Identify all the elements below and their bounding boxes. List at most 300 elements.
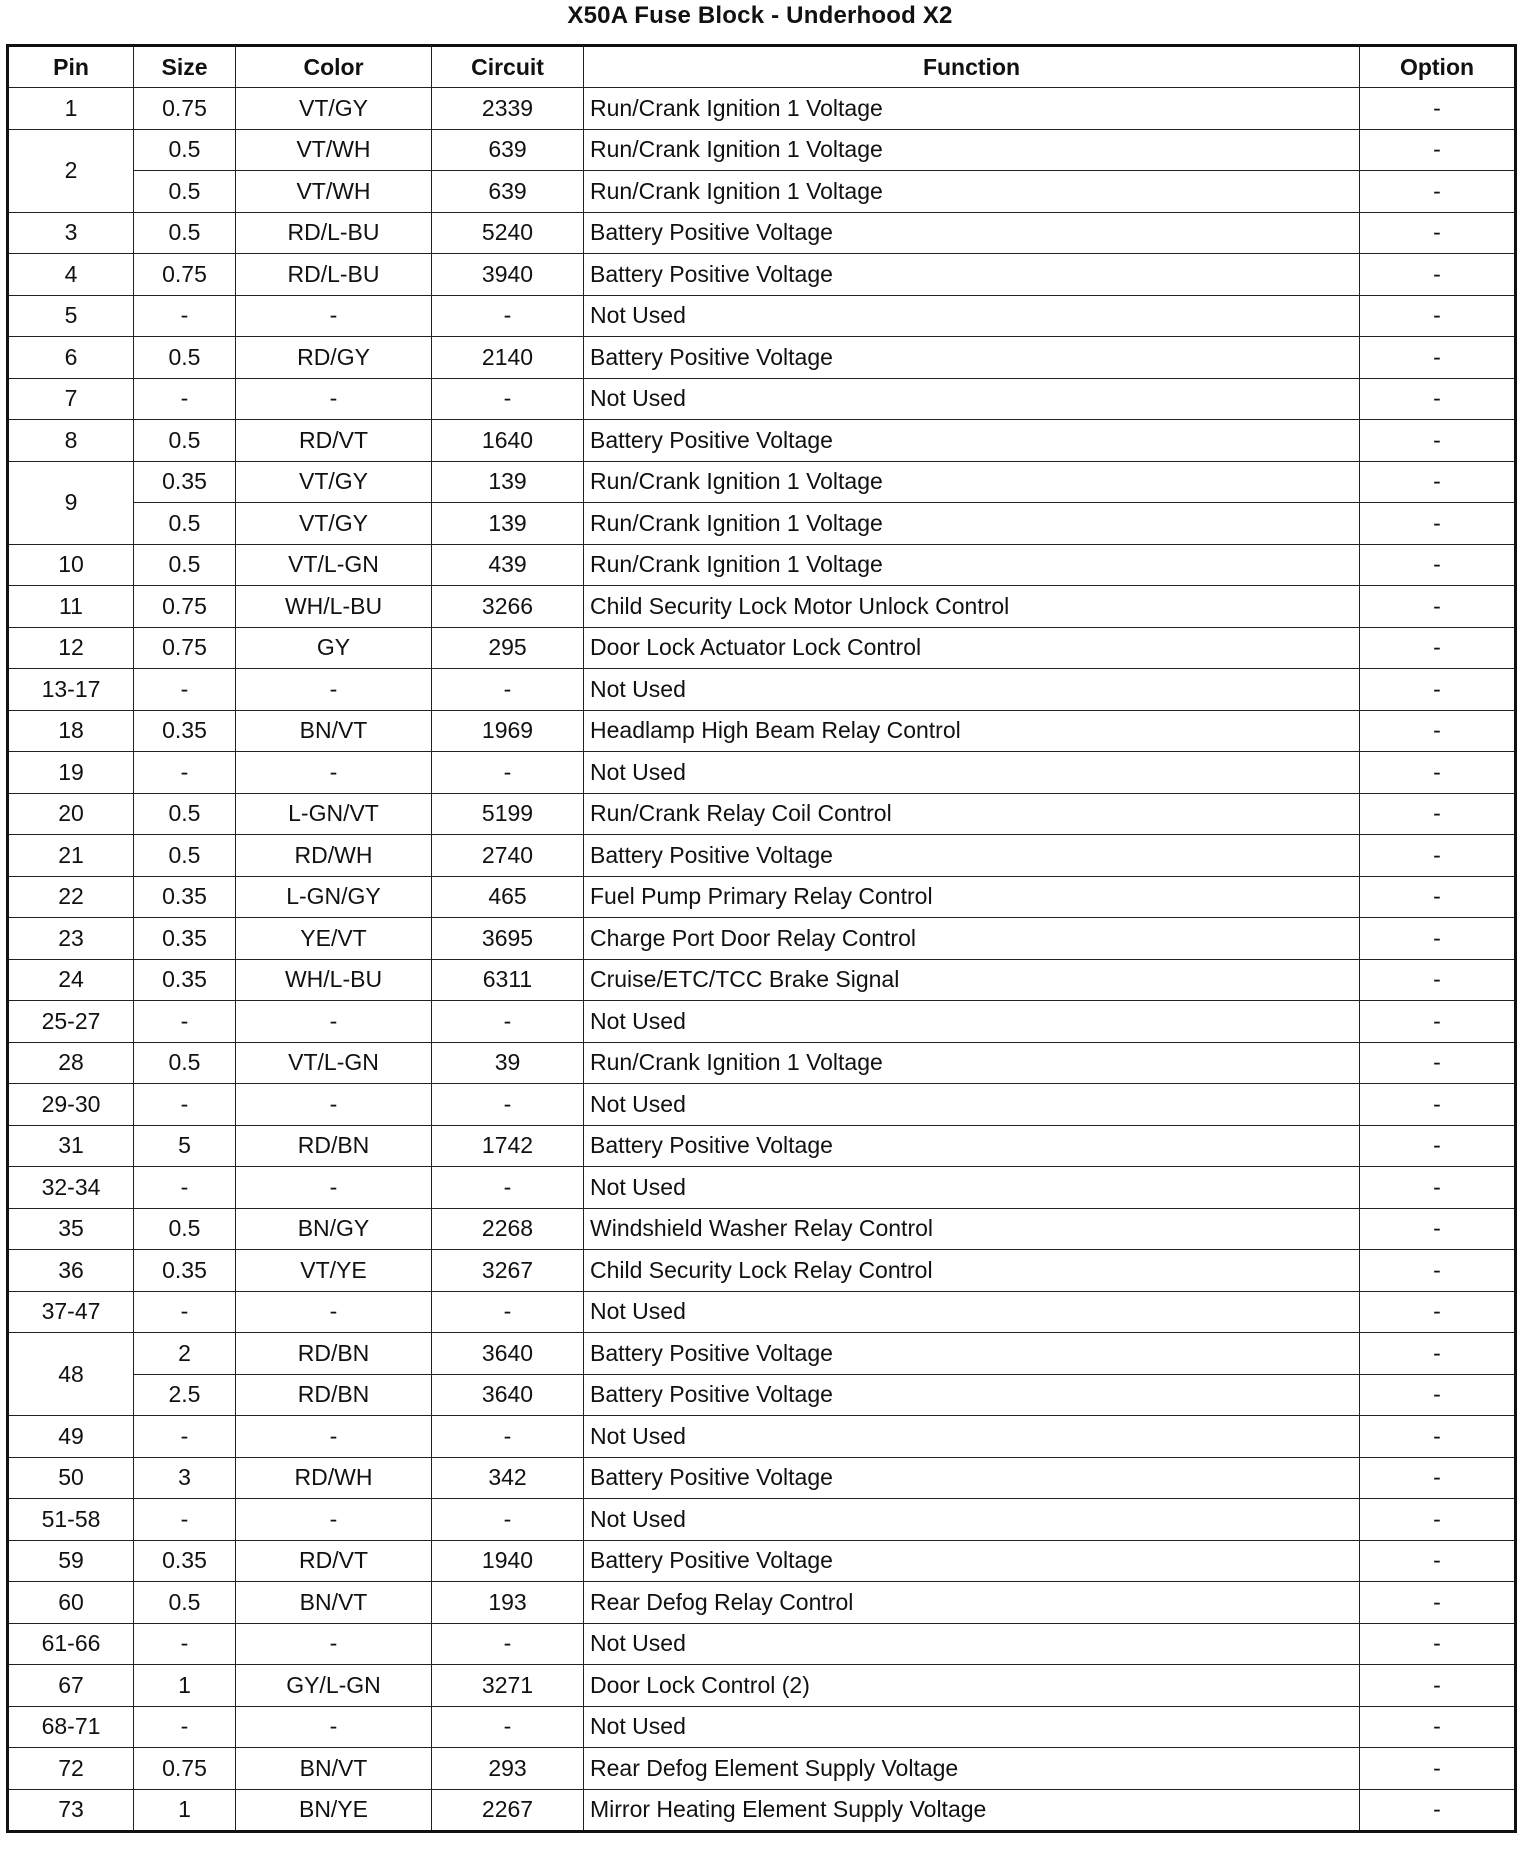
cell-function: Not Used	[584, 1416, 1360, 1458]
cell-pin: 36	[8, 1250, 134, 1292]
cell-color: RD/WH	[236, 1457, 432, 1499]
table-row	[8, 1125, 1516, 1167]
cell-option: -	[1360, 669, 1516, 711]
cell-function: Rear Defog Element Supply Voltage	[584, 1748, 1360, 1790]
cell-option: -	[1360, 1416, 1516, 1458]
cell-size: 0.5	[134, 420, 236, 462]
cell-option: -	[1360, 1208, 1516, 1250]
cell-circuit: -	[432, 1416, 584, 1458]
cell-circuit: 2140	[432, 337, 584, 379]
cell-function: Not Used	[584, 669, 1360, 711]
cell-pin: 59	[8, 1540, 134, 1582]
table-row	[8, 1042, 1516, 1084]
cell-color: VT/L-GN	[236, 1042, 432, 1084]
cell-circuit: 39	[432, 1042, 584, 1084]
cell-size: -	[134, 1291, 236, 1333]
cell-size: 0.5	[134, 1208, 236, 1250]
cell-function: Child Security Lock Motor Unlock Control	[584, 586, 1360, 628]
cell-circuit: 2268	[432, 1208, 584, 1250]
table-row	[8, 793, 1516, 835]
cell-pin: 67	[8, 1665, 134, 1707]
cell-option: -	[1360, 295, 1516, 337]
cell-function: Door Lock Actuator Lock Control	[584, 627, 1360, 669]
table-row	[8, 669, 1516, 711]
cell-pin: 28	[8, 1042, 134, 1084]
cell-color: WH/L-BU	[236, 959, 432, 1001]
cell-pin: 12	[8, 627, 134, 669]
cell-circuit: 295	[432, 627, 584, 669]
cell-pin: 2	[8, 129, 134, 212]
cell-pin: 31	[8, 1125, 134, 1167]
cell-color: BN/GY	[236, 1208, 432, 1250]
cell-circuit: 3640	[432, 1333, 584, 1375]
cell-function: Charge Port Door Relay Control	[584, 918, 1360, 960]
cell-size: 0.75	[134, 586, 236, 628]
table-row	[8, 544, 1516, 586]
cell-color: VT/L-GN	[236, 544, 432, 586]
cell-size: -	[134, 1706, 236, 1748]
table-row	[8, 1457, 1516, 1499]
cell-color: RD/GY	[236, 337, 432, 379]
cell-option: -	[1360, 1582, 1516, 1624]
header-color: Color	[236, 46, 432, 88]
cell-function: Windshield Washer Relay Control	[584, 1208, 1360, 1250]
cell-option: -	[1360, 793, 1516, 835]
cell-color: RD/L-BU	[236, 254, 432, 296]
cell-color: BN/VT	[236, 1582, 432, 1624]
cell-function: Battery Positive Voltage	[584, 835, 1360, 877]
cell-option: -	[1360, 835, 1516, 877]
table-row	[8, 959, 1516, 1001]
cell-size: -	[134, 669, 236, 711]
cell-option: -	[1360, 337, 1516, 379]
cell-pin: 5	[8, 295, 134, 337]
cell-circuit: 3640	[432, 1374, 584, 1416]
cell-size: 0.5	[134, 171, 236, 213]
cell-option: -	[1360, 876, 1516, 918]
cell-circuit: 1969	[432, 710, 584, 752]
cell-circuit: -	[432, 295, 584, 337]
cell-circuit: 1640	[432, 420, 584, 462]
cell-option: -	[1360, 1457, 1516, 1499]
table-row	[8, 212, 1516, 254]
cell-size: -	[134, 1167, 236, 1209]
cell-pin: 4	[8, 254, 134, 296]
cell-function: Not Used	[584, 1084, 1360, 1126]
cell-pin: 51-58	[8, 1499, 134, 1541]
table-row	[8, 1540, 1516, 1582]
table-row	[8, 1374, 1516, 1416]
cell-size: 0.35	[134, 1250, 236, 1292]
cell-option: -	[1360, 1167, 1516, 1209]
cell-pin: 18	[8, 710, 134, 752]
cell-size: 1	[134, 1789, 236, 1832]
cell-size: 1	[134, 1665, 236, 1707]
cell-pin: 11	[8, 586, 134, 628]
cell-circuit: -	[432, 1499, 584, 1541]
cell-function: Battery Positive Voltage	[584, 1333, 1360, 1375]
header-row	[8, 46, 1516, 88]
cell-option: -	[1360, 1125, 1516, 1167]
cell-size: -	[134, 1084, 236, 1126]
cell-size: 5	[134, 1125, 236, 1167]
cell-circuit: -	[432, 378, 584, 420]
cell-color: BN/VT	[236, 710, 432, 752]
cell-circuit: 139	[432, 503, 584, 545]
cell-pin: 72	[8, 1748, 134, 1790]
cell-function: Child Security Lock Relay Control	[584, 1250, 1360, 1292]
cell-option: -	[1360, 710, 1516, 752]
cell-function: Battery Positive Voltage	[584, 1457, 1360, 1499]
table-row	[8, 1582, 1516, 1624]
cell-option: -	[1360, 627, 1516, 669]
cell-pin: 61-66	[8, 1623, 134, 1665]
cell-function: Battery Positive Voltage	[584, 254, 1360, 296]
cell-color: -	[236, 1001, 432, 1043]
cell-size: 0.35	[134, 918, 236, 960]
cell-color: RD/BN	[236, 1125, 432, 1167]
cell-size: 0.5	[134, 337, 236, 379]
cell-function: Not Used	[584, 1706, 1360, 1748]
cell-circuit: -	[432, 752, 584, 794]
table-row	[8, 461, 1516, 503]
cell-size: 0.35	[134, 1540, 236, 1582]
cell-size: -	[134, 1499, 236, 1541]
cell-pin: 29-30	[8, 1084, 134, 1126]
table-row	[8, 627, 1516, 669]
cell-pin: 35	[8, 1208, 134, 1250]
cell-option: -	[1360, 420, 1516, 462]
cell-circuit: -	[432, 1167, 584, 1209]
cell-color: RD/BN	[236, 1333, 432, 1375]
table-row	[8, 752, 1516, 794]
cell-option: -	[1360, 1665, 1516, 1707]
cell-size: 0.35	[134, 959, 236, 1001]
cell-option: -	[1360, 918, 1516, 960]
cell-pin: 9	[8, 461, 134, 544]
table-row	[8, 1623, 1516, 1665]
cell-circuit: 5199	[432, 793, 584, 835]
cell-circuit: -	[432, 1084, 584, 1126]
header-function: Function	[584, 46, 1360, 88]
cell-size: -	[134, 1001, 236, 1043]
cell-size: 0.5	[134, 1582, 236, 1624]
cell-pin: 7	[8, 378, 134, 420]
cell-size: 0.75	[134, 1748, 236, 1790]
cell-color: -	[236, 1291, 432, 1333]
cell-pin: 19	[8, 752, 134, 794]
cell-function: Cruise/ETC/TCC Brake Signal	[584, 959, 1360, 1001]
cell-pin: 13-17	[8, 669, 134, 711]
cell-size: 0.5	[134, 129, 236, 171]
cell-color: -	[236, 1706, 432, 1748]
cell-function: Mirror Heating Element Supply Voltage	[584, 1789, 1360, 1832]
cell-circuit: 1940	[432, 1540, 584, 1582]
cell-pin: 73	[8, 1789, 134, 1832]
cell-circuit: -	[432, 1001, 584, 1043]
cell-function: Rear Defog Relay Control	[584, 1582, 1360, 1624]
cell-color: BN/VT	[236, 1748, 432, 1790]
cell-option: -	[1360, 88, 1516, 130]
cell-option: -	[1360, 254, 1516, 296]
cell-pin: 23	[8, 918, 134, 960]
cell-function: Door Lock Control (2)	[584, 1665, 1360, 1707]
cell-option: -	[1360, 1291, 1516, 1333]
cell-function: Run/Crank Ignition 1 Voltage	[584, 461, 1360, 503]
cell-color: -	[236, 1623, 432, 1665]
cell-pin: 1	[8, 88, 134, 130]
cell-pin: 37-47	[8, 1291, 134, 1333]
cell-color: RD/WH	[236, 835, 432, 877]
cell-circuit: 5240	[432, 212, 584, 254]
table-row	[8, 129, 1516, 171]
cell-size: 0.35	[134, 876, 236, 918]
cell-function: Not Used	[584, 1623, 1360, 1665]
cell-option: -	[1360, 1748, 1516, 1790]
cell-size: 2	[134, 1333, 236, 1375]
cell-option: -	[1360, 129, 1516, 171]
connector-pinout-table	[6, 44, 1517, 1833]
cell-option: -	[1360, 1706, 1516, 1748]
cell-circuit: 6311	[432, 959, 584, 1001]
table-row	[8, 1416, 1516, 1458]
cell-pin: 6	[8, 337, 134, 379]
cell-pin: 21	[8, 835, 134, 877]
cell-function: Battery Positive Voltage	[584, 1374, 1360, 1416]
cell-color: GY	[236, 627, 432, 669]
cell-color: L-GN/GY	[236, 876, 432, 918]
cell-pin: 68-71	[8, 1706, 134, 1748]
table-row	[8, 918, 1516, 960]
header-size: Size	[134, 46, 236, 88]
cell-color: BN/YE	[236, 1789, 432, 1832]
cell-color: -	[236, 295, 432, 337]
table-row	[8, 378, 1516, 420]
cell-function: Run/Crank Ignition 1 Voltage	[584, 1042, 1360, 1084]
cell-option: -	[1360, 1374, 1516, 1416]
table-body	[8, 88, 1516, 1832]
document-title: X50A Fuse Block - Underhood X2	[567, 2, 953, 29]
cell-option: -	[1360, 461, 1516, 503]
cell-size: 0.75	[134, 88, 236, 130]
cell-function: Battery Positive Voltage	[584, 420, 1360, 462]
cell-pin: 24	[8, 959, 134, 1001]
cell-size: 0.75	[134, 627, 236, 669]
cell-function: Not Used	[584, 752, 1360, 794]
cell-circuit: 3267	[432, 1250, 584, 1292]
cell-size: 0.5	[134, 212, 236, 254]
cell-color: -	[236, 1167, 432, 1209]
cell-pin: 8	[8, 420, 134, 462]
cell-color: -	[236, 1416, 432, 1458]
cell-pin: 3	[8, 212, 134, 254]
table-row	[8, 1748, 1516, 1790]
table-row	[8, 337, 1516, 379]
cell-circuit: 639	[432, 171, 584, 213]
cell-circuit: 2339	[432, 88, 584, 130]
cell-color: RD/L-BU	[236, 212, 432, 254]
cell-option: -	[1360, 212, 1516, 254]
cell-color: RD/VT	[236, 420, 432, 462]
cell-size: -	[134, 1623, 236, 1665]
cell-size: 0.5	[134, 1042, 236, 1084]
cell-circuit: 639	[432, 129, 584, 171]
table-row	[8, 1789, 1516, 1832]
cell-option: -	[1360, 378, 1516, 420]
cell-size: -	[134, 378, 236, 420]
cell-function: Battery Positive Voltage	[584, 212, 1360, 254]
table-row	[8, 254, 1516, 296]
cell-function: Not Used	[584, 295, 1360, 337]
cell-size: -	[134, 752, 236, 794]
cell-function: Not Used	[584, 378, 1360, 420]
cell-color: -	[236, 1499, 432, 1541]
cell-color: L-GN/VT	[236, 793, 432, 835]
table-row	[8, 876, 1516, 918]
cell-option: -	[1360, 752, 1516, 794]
cell-function: Run/Crank Relay Coil Control	[584, 793, 1360, 835]
cell-pin: 10	[8, 544, 134, 586]
cell-size: 0.35	[134, 461, 236, 503]
cell-pin: 49	[8, 1416, 134, 1458]
cell-pin: 60	[8, 1582, 134, 1624]
cell-color: YE/VT	[236, 918, 432, 960]
cell-color: -	[236, 1084, 432, 1126]
cell-function: Run/Crank Ignition 1 Voltage	[584, 544, 1360, 586]
table-row	[8, 1665, 1516, 1707]
cell-size: -	[134, 295, 236, 337]
cell-color: VT/GY	[236, 88, 432, 130]
cell-option: -	[1360, 1084, 1516, 1126]
cell-size: 3	[134, 1457, 236, 1499]
header-option: Option	[1360, 46, 1516, 88]
cell-option: -	[1360, 586, 1516, 628]
table-row	[8, 835, 1516, 877]
cell-function: Not Used	[584, 1499, 1360, 1541]
cell-circuit: 2740	[432, 835, 584, 877]
cell-color: -	[236, 752, 432, 794]
cell-option: -	[1360, 1540, 1516, 1582]
cell-circuit: -	[432, 1623, 584, 1665]
cell-option: -	[1360, 959, 1516, 1001]
cell-circuit: 342	[432, 1457, 584, 1499]
cell-size: -	[134, 1416, 236, 1458]
cell-circuit: 1742	[432, 1125, 584, 1167]
cell-circuit: 3266	[432, 586, 584, 628]
cell-color: VT/GY	[236, 503, 432, 545]
cell-option: -	[1360, 1333, 1516, 1375]
cell-color: VT/GY	[236, 461, 432, 503]
table-row	[8, 420, 1516, 462]
cell-circuit: 3695	[432, 918, 584, 960]
table-row	[8, 1706, 1516, 1748]
cell-size: 0.5	[134, 793, 236, 835]
cell-size: 0.75	[134, 254, 236, 296]
cell-function: Fuel Pump Primary Relay Control	[584, 876, 1360, 918]
cell-option: -	[1360, 1499, 1516, 1541]
cell-pin: 32-34	[8, 1167, 134, 1209]
cell-function: Battery Positive Voltage	[584, 337, 1360, 379]
cell-color: VT/WH	[236, 129, 432, 171]
cell-circuit: 3271	[432, 1665, 584, 1707]
cell-option: -	[1360, 1623, 1516, 1665]
cell-circuit: 2267	[432, 1789, 584, 1832]
table-row	[8, 1084, 1516, 1126]
cell-color: RD/VT	[236, 1540, 432, 1582]
table-row	[8, 88, 1516, 130]
cell-size: 0.5	[134, 835, 236, 877]
cell-size: 2.5	[134, 1374, 236, 1416]
cell-circuit: 3940	[432, 254, 584, 296]
table-row	[8, 1291, 1516, 1333]
cell-circuit: 465	[432, 876, 584, 918]
cell-color: -	[236, 378, 432, 420]
header-pin: Pin	[8, 46, 134, 88]
table-row	[8, 1250, 1516, 1292]
table-row	[8, 1499, 1516, 1541]
cell-circuit: -	[432, 1291, 584, 1333]
cell-pin: 50	[8, 1457, 134, 1499]
cell-option: -	[1360, 1042, 1516, 1084]
cell-function: Run/Crank Ignition 1 Voltage	[584, 129, 1360, 171]
cell-function: Battery Positive Voltage	[584, 1540, 1360, 1582]
cell-function: Run/Crank Ignition 1 Voltage	[584, 171, 1360, 213]
cell-pin: 22	[8, 876, 134, 918]
cell-function: Headlamp High Beam Relay Control	[584, 710, 1360, 752]
header-circuit: Circuit	[432, 46, 584, 88]
cell-option: -	[1360, 503, 1516, 545]
table-row	[8, 710, 1516, 752]
cell-option: -	[1360, 1001, 1516, 1043]
cell-color: -	[236, 669, 432, 711]
cell-color: VT/YE	[236, 1250, 432, 1292]
cell-size: 0.35	[134, 710, 236, 752]
cell-option: -	[1360, 544, 1516, 586]
cell-circuit: -	[432, 669, 584, 711]
cell-function: Run/Crank Ignition 1 Voltage	[584, 503, 1360, 545]
cell-circuit: 193	[432, 1582, 584, 1624]
table-row	[8, 1333, 1516, 1375]
cell-pin: 25-27	[8, 1001, 134, 1043]
cell-function: Not Used	[584, 1001, 1360, 1043]
cell-circuit: 293	[432, 1748, 584, 1790]
cell-pin: 48	[8, 1333, 134, 1416]
cell-function: Run/Crank Ignition 1 Voltage	[584, 88, 1360, 130]
cell-function: Not Used	[584, 1291, 1360, 1333]
cell-color: RD/BN	[236, 1374, 432, 1416]
cell-option: -	[1360, 171, 1516, 213]
cell-size: 0.5	[134, 503, 236, 545]
cell-size: 0.5	[134, 544, 236, 586]
cell-color: VT/WH	[236, 171, 432, 213]
table-row	[8, 1208, 1516, 1250]
cell-function: Not Used	[584, 1167, 1360, 1209]
table-row	[8, 171, 1516, 213]
cell-color: GY/L-GN	[236, 1665, 432, 1707]
cell-pin: 20	[8, 793, 134, 835]
cell-circuit: 439	[432, 544, 584, 586]
table-row	[8, 503, 1516, 545]
cell-function: Battery Positive Voltage	[584, 1125, 1360, 1167]
cell-circuit: 139	[432, 461, 584, 503]
table-row	[8, 1167, 1516, 1209]
table-row	[8, 1001, 1516, 1043]
cell-option: -	[1360, 1789, 1516, 1832]
cell-circuit: -	[432, 1706, 584, 1748]
table-row	[8, 295, 1516, 337]
cell-color: WH/L-BU	[236, 586, 432, 628]
table-row	[8, 586, 1516, 628]
